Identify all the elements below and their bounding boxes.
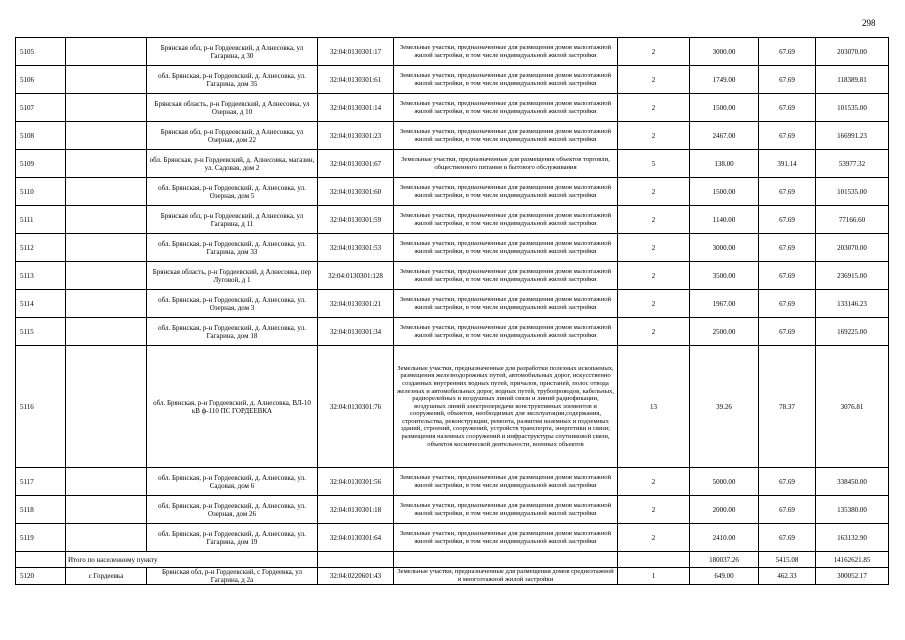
address-cell: Брянская обл, р-н Гордеевский, д Алнесовка, ул Гагарина, д 30	[147, 38, 318, 66]
cadastral-number-cell: 32:04:0130301:56	[318, 468, 394, 496]
value-cell: 135380.00	[816, 496, 889, 524]
group-cell: 2	[618, 206, 690, 234]
cadastral-number-cell: 32:04:0130301:67	[318, 150, 394, 178]
group-cell: 13	[618, 346, 690, 468]
value-cell: 166991.23	[816, 122, 889, 150]
land-use-cell: Земельные участки, предназначенные для размещения домов малоэтажной жилой застройки, в том числе индивидуальной жилой застройки	[394, 234, 618, 262]
area-cell: 1500.00	[690, 94, 759, 122]
settlement-cell	[66, 122, 147, 150]
land-use-cell: Земельные участки, предназначенные для размещения домов малоэтажной жилой застройки, в том числе индивидуальной жилой застройки	[394, 66, 618, 94]
land-use-cell: Земельные участки, предназначенные для размещения домов малоэтажной жилой застройки, в том числе индивидуальной жилой застройки	[394, 468, 618, 496]
settlement-cell	[66, 318, 147, 346]
value-cell: 203070.00	[816, 234, 889, 262]
land-use-cell: Земельные участки, предназначенные для размещения домов среднеэтажной и многоэтажной жилой застройки	[394, 568, 618, 585]
settlement-cell	[66, 234, 147, 262]
group-cell: 2	[618, 524, 690, 552]
cadastral-number-cell: 32:04:0220601:43	[318, 568, 394, 585]
cadastral-number-cell: 32:04:0130301:21	[318, 290, 394, 318]
row-id: 5120	[16, 568, 66, 585]
row-id: 5119	[16, 524, 66, 552]
table-row	[16, 234, 889, 262]
settlement-cell	[66, 66, 147, 94]
cadastral-value-table	[15, 37, 889, 585]
rate-cell: 67.69	[759, 66, 816, 94]
row-id: 5110	[16, 178, 66, 206]
rate-cell: 67.69	[759, 94, 816, 122]
address-cell: обл. Брянская, р-н Гордеевский, д. Алнесовка, магазин, ул. Садовая, дом 2	[147, 150, 318, 178]
settlement-cell	[66, 38, 147, 66]
land-use-cell: Земельные участки, предназначенные для размещения домов малоэтажной жилой застройки, в том числе индивидуальной жилой застройки	[394, 290, 618, 318]
address-cell: обл. Брянская, р-н Гордеевский, д. Алнесовка, ул. Озерная, дом 5	[147, 178, 318, 206]
rate-cell: 67.69	[759, 38, 816, 66]
value-cell: 77166.60	[816, 206, 889, 234]
value-cell: 300052.17	[816, 568, 889, 585]
cadastral-number-cell: 32:04:0130301:76	[318, 346, 394, 468]
address-cell: Брянская обл, р-н Гордеевский, с Гордеевка, ул Гагарина, д 2а	[147, 568, 318, 585]
address-cell: обл. Брянская, р-н Гордеевский, д. Алнесовка, ул. Озерная, дом 26	[147, 496, 318, 524]
table-row	[16, 122, 889, 150]
area-cell: 2500.00	[690, 318, 759, 346]
area-cell: 5000.00	[690, 468, 759, 496]
address-cell: обл. Брянская, р-н Гордеевский, д. Алнесовка, ул. Гагарина, дом 35	[147, 66, 318, 94]
value-cell: 236915.00	[816, 262, 889, 290]
area-cell: 2410.00	[690, 524, 759, 552]
cadastral-number-cell: 32:04:0130301:23	[318, 122, 394, 150]
area-cell: 3000.00	[690, 38, 759, 66]
total-area: 180037.26	[690, 552, 759, 568]
group-cell: 2	[618, 318, 690, 346]
land-use-cell: Земельные участки, предназначенные для размещения домов малоэтажной жилой застройки, в том числе индивидуальной жилой застройки	[394, 262, 618, 290]
land-use-cell: Земельные участки, предназначенные для размещения домов малоэтажной жилой застройки, в том числе индивидуальной жилой застройки	[394, 318, 618, 346]
total-empty-cell	[318, 552, 394, 568]
settlement-cell	[66, 346, 147, 468]
address-cell: Брянская обл, р-н Гордеевский, д Алнесовка, ул Озерная, дом 22	[147, 122, 318, 150]
group-cell: 2	[618, 262, 690, 290]
area-cell: 1749.00	[690, 66, 759, 94]
value-cell: 169225.00	[816, 318, 889, 346]
land-use-cell: Земельные участки, предназначенные для размещения домов малоэтажной жилой застройки, в том числе индивидуальной жилой застройки	[394, 94, 618, 122]
area-cell: 3000.00	[690, 234, 759, 262]
total-label: Итого по населенному пункту	[66, 552, 318, 568]
total-row	[16, 552, 889, 568]
address-cell: обл. Брянская, р-н Гордеевский, д. Алнесовка, ул. Садовая, дом 6	[147, 468, 318, 496]
row-id: 5109	[16, 150, 66, 178]
value-cell: 3076.81	[816, 346, 889, 468]
row-id: 5118	[16, 496, 66, 524]
area-cell: 138.00	[690, 150, 759, 178]
table-row	[16, 468, 889, 496]
group-cell: 2	[618, 468, 690, 496]
land-use-cell: Земельные участки, предназначенные для размещения объектов торговли, общественного питания и бытового обслуживания	[394, 150, 618, 178]
table-row	[16, 94, 889, 122]
rate-cell: 78.37	[759, 346, 816, 468]
cadastral-number-cell: 32:04:0130301:61	[318, 66, 394, 94]
table-row	[16, 496, 889, 524]
cadastral-number-cell: 32:04:0130301:60	[318, 178, 394, 206]
settlement-cell	[66, 524, 147, 552]
group-cell: 2	[618, 66, 690, 94]
row-id: 5111	[16, 206, 66, 234]
page-number: 298	[862, 18, 876, 28]
total-empty-cell	[394, 552, 618, 568]
area-cell: 1140.00	[690, 206, 759, 234]
rate-cell: 67.69	[759, 290, 816, 318]
row-id: 5105	[16, 38, 66, 66]
area-cell: 2000.00	[690, 496, 759, 524]
value-cell: 338450.00	[816, 468, 889, 496]
address-cell: обл. Брянская, р-н Гордеевский, д. Алнесовка, ул. Гагарина, дом 19	[147, 524, 318, 552]
group-cell: 2	[618, 496, 690, 524]
rate-cell: 67.69	[759, 524, 816, 552]
address-cell: обл. Брянская, р-н Гордеевский, д. Алнесовка, ул. Озерная, дом 3	[147, 290, 318, 318]
settlement-cell: с Гордеевка	[66, 568, 147, 585]
row-id: 5106	[16, 66, 66, 94]
land-use-cell: Земельные участки, предназначенные для размещения домов малоэтажной жилой застройки, в том числе индивидуальной жилой застройки	[394, 122, 618, 150]
address-cell: обл. Брянская, р-н Гордеевский, д. Алнесовка, ул. Гагарина, дом 33	[147, 234, 318, 262]
area-cell: 1967.00	[690, 290, 759, 318]
row-id: 5112	[16, 234, 66, 262]
group-cell: 2	[618, 94, 690, 122]
table-row	[16, 290, 889, 318]
row-id: 5107	[16, 94, 66, 122]
table-row	[16, 66, 889, 94]
row-id: 5115	[16, 318, 66, 346]
group-cell: 2	[618, 290, 690, 318]
settlement-cell	[66, 496, 147, 524]
address-cell: Брянская область, р-н Гордеевский, д Алнесовка, пер Луговой, д 1	[147, 262, 318, 290]
land-use-cell: Земельные участки, предназначенные для размещения домов малоэтажной жилой застройки, в том числе индивидуальной жилой застройки	[394, 524, 618, 552]
cadastral-number-cell: 32:04:0130301:53	[318, 234, 394, 262]
settlement-cell	[66, 94, 147, 122]
cadastral-number-cell: 32:04:0130301:128	[318, 262, 394, 290]
table-row	[16, 206, 889, 234]
group-cell: 2	[618, 122, 690, 150]
table-row	[16, 262, 889, 290]
value-cell: 118389.81	[816, 66, 889, 94]
total-value: 14162621.85	[816, 552, 889, 568]
row-id: 5108	[16, 122, 66, 150]
settlement-cell	[66, 262, 147, 290]
value-cell: 101535.00	[816, 94, 889, 122]
area-cell: 1500.00	[690, 178, 759, 206]
cadastral-number-cell: 32:04:0130301:64	[318, 524, 394, 552]
table-row-last	[16, 568, 889, 585]
value-cell: 163132.90	[816, 524, 889, 552]
rate-cell: 67.69	[759, 318, 816, 346]
rate-cell: 462.33	[759, 568, 816, 585]
value-cell: 53977.32	[816, 150, 889, 178]
settlement-cell	[66, 178, 147, 206]
settlement-cell	[66, 150, 147, 178]
land-use-cell: Земельные участки, предназначенные для размещения домов малоэтажной жилой застройки, в том числе индивидуальной жилой застройки	[394, 496, 618, 524]
address-cell: обл. Брянская, р-н Гордеевский, д. Алнесовка, ул. Гагарина, дом 18	[147, 318, 318, 346]
table-row	[16, 178, 889, 206]
land-use-cell: Земельные участки, предназначенные для размещения домов малоэтажной жилой застройки, в том числе индивидуальной жилой застройки	[394, 178, 618, 206]
area-cell: 2467.00	[690, 122, 759, 150]
row-id: 5113	[16, 262, 66, 290]
area-cell: 3500.00	[690, 262, 759, 290]
row-id: 5116	[16, 346, 66, 468]
rate-cell: 67.69	[759, 496, 816, 524]
cadastral-number-cell: 32:04:0130301:14	[318, 94, 394, 122]
table-body	[16, 38, 889, 585]
group-cell: 1	[618, 568, 690, 585]
total-rate: 5415.08	[759, 552, 816, 568]
rate-cell: 67.69	[759, 468, 816, 496]
group-cell: 5	[618, 150, 690, 178]
table-row	[16, 524, 889, 552]
settlement-cell	[66, 206, 147, 234]
area-cell: 39.26	[690, 346, 759, 468]
address-cell: Брянская область, р-н Гордеевский, д Алнесовка, ул Озерная, д 10	[147, 94, 318, 122]
table-row	[16, 150, 889, 178]
cadastral-number-cell: 32:04:0130301:18	[318, 496, 394, 524]
total-empty-cell	[16, 552, 66, 568]
rate-cell: 67.69	[759, 178, 816, 206]
table-row	[16, 346, 889, 468]
land-use-cell: Земельные участки, предназначенные для размещения домов малоэтажной жилой застройки, в том числе индивидуальной жилой застройки	[394, 206, 618, 234]
settlement-cell	[66, 468, 147, 496]
cadastral-number-cell: 32:04:0130301:34	[318, 318, 394, 346]
value-cell: 203070.00	[816, 38, 889, 66]
rate-cell: 67.69	[759, 234, 816, 262]
group-cell: 2	[618, 234, 690, 262]
settlement-cell	[66, 290, 147, 318]
rate-cell: 67.69	[759, 122, 816, 150]
land-use-cell: Земельные участки, предназначенные для разработки полезных ископаемых, размещения железнодорожных путей, автомобильных дорог, искусственно созданных внутренних водных путей, причалов, пристаней, полос отвода железных и автомобильных дорог, водных путей, трубопроводов, кабельных, радиорелейных и воздушных линий связи и линий радиофикации, воздушных линий электропередачи конструктивных элементов и сооружений, объектов, необходимых для эксплуатации,содержания, строительства, реконструкции, ремонта, развития наземных и подземных зданий, строений, сооружений, устройств транспорта, энергетики и связи; размещения наземных сооружений и инфраструктуры спутниковой связи, объектов космической деятельности, военных объектов	[394, 346, 618, 468]
value-cell: 101535.00	[816, 178, 889, 206]
rate-cell: 391.14	[759, 150, 816, 178]
area-cell: 649.00	[690, 568, 759, 585]
cadastral-number-cell: 32:04:0130301:59	[318, 206, 394, 234]
group-cell: 2	[618, 178, 690, 206]
cadastral-number-cell: 32:04:0130301:17	[318, 38, 394, 66]
table-row	[16, 38, 889, 66]
rate-cell: 67.69	[759, 262, 816, 290]
land-use-cell: Земельные участки, предназначенные для размещения домов малоэтажной жилой застройки, в том числе индивидуальной жилой застройки	[394, 38, 618, 66]
address-cell: обл. Брянская, р-н Гордеевский, д. Алнесовка, ВЛ-10 кВ ф-110 ПС ГОРДЕЕВКА	[147, 346, 318, 468]
row-id: 5117	[16, 468, 66, 496]
address-cell: Брянская обл, р-н Гордеевский, д Алнесовка, ул Гагарина, д 11	[147, 206, 318, 234]
value-cell: 133146.23	[816, 290, 889, 318]
row-id: 5114	[16, 290, 66, 318]
table-row	[16, 318, 889, 346]
group-cell: 2	[618, 38, 690, 66]
total-empty-cell	[618, 552, 690, 568]
rate-cell: 67.69	[759, 206, 816, 234]
